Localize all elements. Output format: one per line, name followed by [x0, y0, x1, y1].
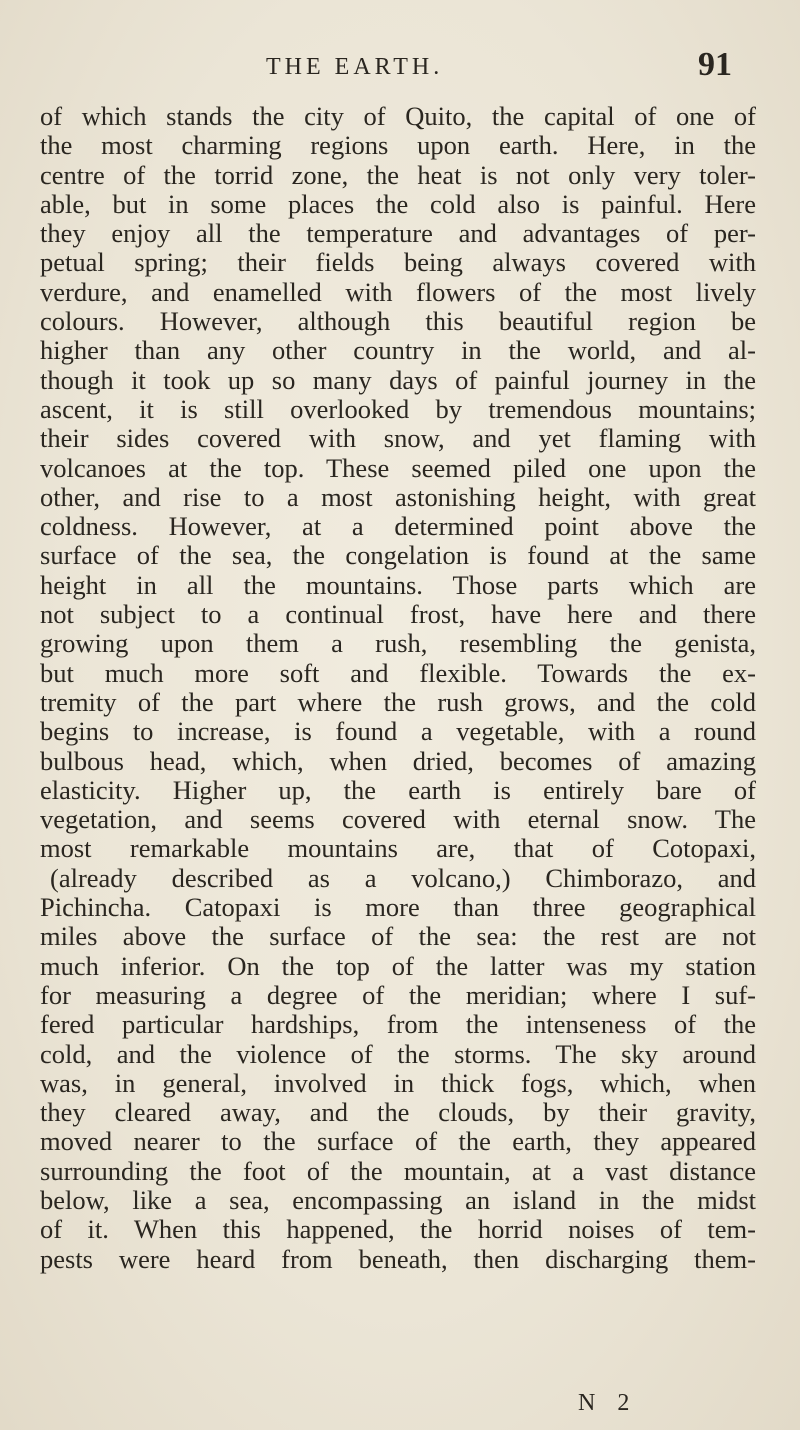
- text-line: of which stands the city of Quito, the capital of one of: [40, 101, 756, 131]
- text-line: elasticity. Higher up, the earth is entirely bare of: [40, 774, 756, 805]
- text-line: of it. When this happened, the horrid noises of tem-: [40, 1214, 756, 1245]
- text-line: higher than any other country in the world, and al-: [40, 335, 756, 366]
- text-line: the most charming regions upon earth. Here, in the: [40, 130, 756, 161]
- text-line: below, like a sea, encompassing an island in the midst: [40, 1184, 756, 1215]
- text-line: verdure, and enamelled with flowers of the most lively: [40, 276, 756, 307]
- text-line: they enjoy all the temperature and advantages of per-: [40, 218, 756, 249]
- text-line: pests were heard from beneath, then discharging them-: [40, 1243, 756, 1274]
- text-line: petual spring; their fields being always covered with: [40, 247, 756, 278]
- text-line: Pichincha. Catopaxi is more than three geographical: [40, 892, 756, 923]
- running-head: [0, 46, 800, 92]
- text-line: was, in general, involved in thick fogs, which, when: [40, 1067, 756, 1098]
- text-line: able, but in some places the cold also is painful. Here: [40, 188, 756, 219]
- footer: [0, 1390, 800, 1422]
- text-line: surface of the sea, the congelation is found at the same: [40, 540, 756, 571]
- text-line: centre of the torrid zone, the heat is not only very toler-: [40, 159, 756, 190]
- text-line: volcanoes at the top. These seemed piled one upon the: [40, 452, 756, 483]
- body-text: [40, 102, 756, 1274]
- text-line: for measuring a degree of the meridian; where I suf-: [40, 979, 756, 1010]
- text-line: height in all the mountains. Those parts which are: [40, 569, 756, 600]
- running-title: THE EARTH.: [266, 54, 444, 80]
- text-line: bulbous head, which, when dried, becomes of amazing: [40, 745, 756, 776]
- text-line: their sides covered with snow, and yet flaming with: [40, 423, 756, 454]
- text-line: most remarkable mountains are, that of Cotopaxi,: [40, 833, 756, 864]
- text-line: moved nearer to the surface of the earth, they appeared: [40, 1126, 756, 1157]
- text-line: growing upon them a rush, resembling the genista,: [40, 628, 756, 659]
- text-line: begins to increase, is found a vegetable, with a round: [40, 716, 756, 747]
- text-line: vegetation, and seems covered with eternal snow. The: [40, 804, 756, 835]
- text-line: ascent, it is still overlooked by tremendous mountains;: [40, 393, 756, 424]
- text-line: coldness. However, at a determined point above the: [40, 511, 756, 542]
- text-line: fered particular hardships, from the intenseness of the: [40, 1009, 756, 1040]
- text-line: though it took up so many days of painful journey in the: [40, 364, 756, 395]
- text-line: surrounding the foot of the mountain, at a vast distance: [40, 1155, 756, 1186]
- text-line: miles above the surface of the sea: the rest are not: [40, 921, 756, 952]
- text-line: cold, and the violence of the storms. The sky around: [40, 1038, 756, 1069]
- text-line: tremity of the part where the rush grows, and the cold: [40, 686, 756, 717]
- text-line: not subject to a continual frost, have here and there: [40, 599, 756, 630]
- text-line: much inferior. On the top of the latter was my station: [40, 950, 756, 981]
- page-number: 91: [698, 46, 732, 83]
- text-line: colours. However, although this beautiful region be: [40, 306, 756, 337]
- signature-mark: N 2: [578, 1390, 638, 1416]
- text-line: other, and rise to a most astonishing height, with great: [40, 481, 756, 512]
- text-line: they cleared away, and the clouds, by their gravity,: [40, 1097, 756, 1128]
- text-line: but much more soft and flexible. Towards the ex-: [40, 657, 756, 688]
- text-line: (already described as a volcano,) Chimborazo, and: [50, 862, 756, 893]
